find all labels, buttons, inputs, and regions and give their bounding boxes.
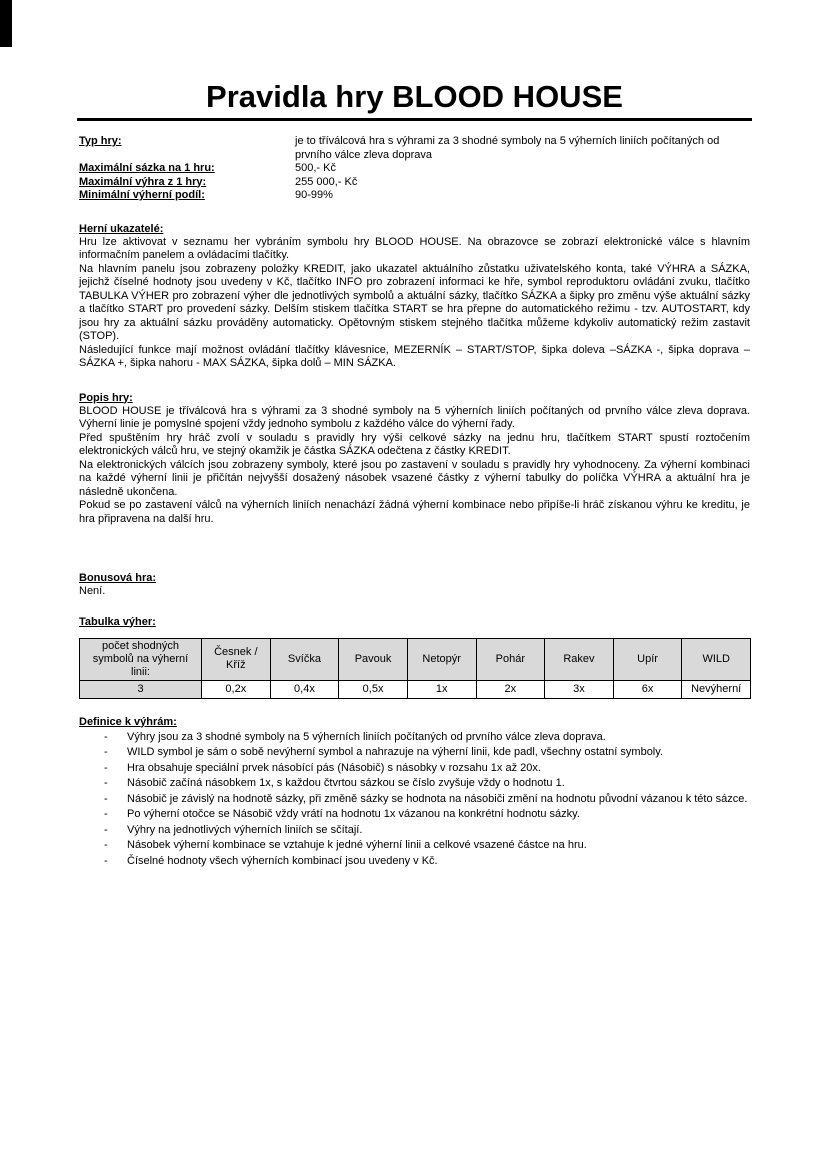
bullet-dash: -	[104, 730, 108, 743]
win-table-value-row	[80, 680, 751, 698]
info-row-typ-hry	[79, 135, 750, 162]
bullet-dash: -	[104, 777, 108, 789]
bullet-dash: -	[104, 854, 108, 867]
info-row-min-podil	[79, 189, 750, 203]
win-table-header: WILD	[682, 638, 751, 680]
section-heading: Tabulka výher:	[79, 615, 156, 628]
win-table-header: Pohár	[476, 638, 545, 680]
win-table-cell: 3	[80, 680, 202, 698]
win-table-header: Rakev	[545, 638, 614, 680]
win-table-header: Upír	[613, 638, 682, 680]
info-row-max-sazka	[79, 162, 750, 176]
bullet-item	[79, 731, 750, 745]
paragraph: Na elektronických válcích jsou zobrazeny symboly, které jsou po zastavení v souladu s pravidly hry vyhodnoceny. Za výherní kombinaci na každé výherní linii je přičítán nejvyšší dosažený násobek vsazené částky z výherní tabulky do políčka VÝHRA a aktuální hra je následně ukončena.	[79, 458, 750, 498]
bullet-dash: -	[104, 808, 108, 820]
info-row-max-vyhra	[79, 176, 750, 190]
bullet-item	[79, 746, 750, 760]
win-table-cell: 6x	[613, 680, 682, 698]
paragraph: Pokud se po zastavení válců na výherních liniích nenachází žádná výherní kombinace nebo připíše-li hráč získanou výhru ke kreditu, je hra připravena na další hru.	[79, 499, 750, 525]
paragraph: Následující funkce mají možnost ovládání tlačítky klávesnice, MEZERNÍK – START/STOP, šipka doleva –SÁZKA -, šipka doprava – SÁZKA +, šipka nahoru - MAX SÁZKA, šipka dolů – MIN SÁZKA.	[79, 343, 750, 369]
bullet-dash: -	[104, 792, 108, 805]
bullet-text: Násobič začíná násobkem 1x, s každou čtvrtou sázkou se číslo zvyšuje vždy o hodnotu 1.	[127, 777, 565, 789]
section-bonusova-hra	[79, 571, 750, 599]
win-table-cell: 3x	[545, 680, 614, 698]
win-table-header: Pavouk	[339, 638, 408, 680]
bullet-text: Násobek výherní kombinace se vztahuje k jedné výherní linii a celkové vsazené částce na hru.	[127, 839, 587, 851]
paragraph: Před spuštěním hry hráč zvolí v souladu s pravidly hry výši celkové sázky na jednu hru, tlačítkem START spustí roztočením elektronických válců hru, ve stejný okamžik je částka SÁZKA odečtena z částky KREDIT.	[79, 431, 750, 457]
game-info-block	[79, 135, 750, 203]
section-heading: Bonusová hra:	[79, 572, 157, 584]
definice-bullet-list	[79, 731, 750, 869]
section-heading: Definice k výhrám:	[79, 715, 177, 728]
bullet-dash: -	[104, 839, 108, 851]
win-table-cell: Nevýherní	[682, 680, 751, 698]
bullet-item	[79, 808, 750, 822]
section-herni-ukazatele	[79, 222, 750, 371]
paragraph: Na hlavním panelu jsou zobrazeny položky KREDIT, jako ukazatel aktuálního zůstatku uživatelského konta, také VÝHRA a SÁZKA, jejichž číselné hodnoty jsou uvedeny v Kč, tlačítko INFO pro zobrazení informaci ke hře, symbol reproduktoru ovládání zvuku, tlačítko TABULKA VÝHER pro zobrazení výher dle jednotlivých symbolů a aktuální sázky, tlačítko SÁZKA a šipky pro změnu výše aktuální sázky a tlačítko START pro provedení sázky. Delším stiskem tlačítka START se hra přepne do automatického režimu - tzv. AUTOSTART, kdy jsou hry za aktuální sázku prováděny automaticky. Opětovným stiskem stejného tlačítka můžeme kdykoliv automatický režim zastavit (STOP).	[79, 262, 750, 342]
info-label: Typ hry:	[79, 135, 122, 147]
bullet-text: Výhry na jednotlivých výherních liniích se sčítají.	[127, 823, 363, 836]
win-table-cell: 1x	[407, 680, 476, 698]
bullet-text: Násobič je závislý na hodnotě sázky, při změně sázky se hodnota na násobiči změní na hodnotu původní vázanou k této sázce.	[127, 792, 748, 805]
section-heading: Herní ukazatelé:	[79, 222, 164, 235]
paragraph: Hru lze aktivovat v seznamu her vybráním symbolu hry BLOOD HOUSE. Na obrazovce se zobrazí elektronické válce s hlavním informačním panelem a ovládacími tlačítky.	[79, 235, 750, 261]
section-heading: Popis hry:	[79, 391, 133, 404]
bullet-text: Hra obsahuje speciální prvek násobící pás (Násobič) s násobky v rozsahu 1x až 20x.	[127, 761, 541, 774]
bullet-item	[79, 762, 750, 776]
bullet-text: Po výherní otočce se Násobič vždy vrátí na hodnotu 1x vázanou na konkrétní hodnotu sázky.	[127, 808, 580, 820]
info-value: 255 000,- Kč	[295, 175, 358, 188]
info-label: Maximální výhra z 1 hry:	[79, 175, 207, 188]
win-table	[79, 638, 751, 699]
page-title: Pravidla hry BLOOD HOUSE	[206, 79, 623, 114]
win-table-header: Svíčka	[270, 638, 339, 680]
win-table-header: Netopýr	[407, 638, 476, 680]
bullet-item	[79, 824, 750, 838]
section-popis-hry	[79, 391, 750, 527]
bullet-text: Číselné hodnoty všech výherních kombinací jsou uvedeny v Kč.	[127, 854, 438, 867]
win-table-cell: 0,5x	[339, 680, 408, 698]
paragraph: BLOOD HOUSE je tříválcová hra s výhrami za 3 shodné symboly na 5 výherních liniích počítaných od prvního válce zleva doprava. Výherní linie je pomyslné spojení vždy jednoho symbolu z každého válce do výherní řady.	[79, 404, 750, 430]
bullet-text: WILD symbol je sám o sobě nevýherní symbol a nahrazuje na výherní linii, kde padl, všechny ostatní symboly.	[127, 746, 663, 758]
info-label: Minimální výherní podíl:	[79, 189, 205, 201]
bullet-item	[79, 793, 750, 807]
bullet-item	[79, 777, 750, 791]
win-table-header: počet shodných symbolů na výherní linii:	[80, 638, 202, 680]
win-table-header: Česnek / Kříž	[202, 638, 271, 680]
bullet-text: Výhry jsou za 3 shodné symboly na 5 výherních liniích počítaných od prvního válce zleva doprava.	[127, 730, 606, 743]
info-value: 500,- Kč	[295, 162, 336, 174]
bonus-text: Není.	[79, 585, 106, 597]
bullet-dash: -	[104, 823, 108, 836]
info-value: je to tříválcová hra s výhrami za 3 shodné symboly na 5 výherních liniích počítaných od prvního válce zleva doprava	[295, 135, 720, 161]
bullet-item	[79, 855, 750, 869]
bullet-dash: -	[104, 761, 108, 774]
bullet-item	[79, 839, 750, 853]
win-table-cell: 2x	[476, 680, 545, 698]
win-table-cell: 0,2x	[202, 680, 271, 698]
info-value: 90-99%	[295, 189, 333, 201]
win-table-cell: 0,4x	[270, 680, 339, 698]
info-label: Maximální sázka na 1 hru:	[79, 162, 215, 174]
section-tabulka-vyher	[79, 615, 750, 699]
title-divider	[77, 118, 752, 121]
bullet-dash: -	[104, 746, 108, 758]
win-table-header-row	[80, 638, 751, 680]
section-definice	[79, 715, 750, 869]
